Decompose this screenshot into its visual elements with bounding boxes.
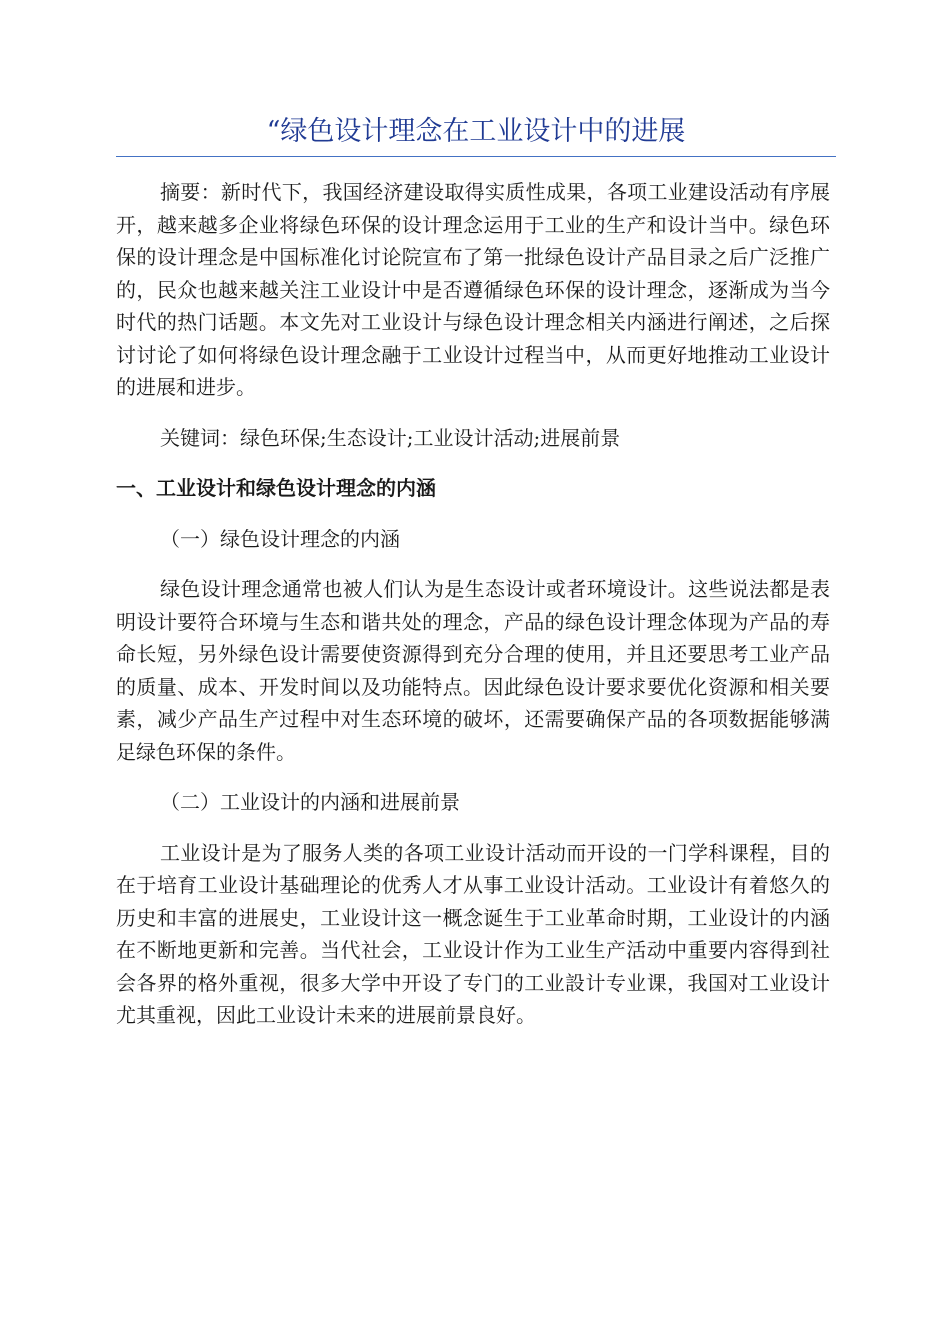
document-title: “绿色设计理念在工业设计中的进展 bbox=[266, 116, 686, 147]
abstract-paragraph: 摘要：新时代下，我国经济建设取得实质性成果，各项工业建设活动有序展开，越来越多企业将绿色环保的设计理念运用于工业的生产和设计当中。绿色环保的设计理念是中国标准化讨论院宣布了第一批绿色设计产品目录之后广泛推广的，民众也越来越关注工业设计中是否遵循绿色环保的设计理念，逐渐成为当今时代的热门话题。本文先对工业设计与绿色设计理念相关内涵进行阐述，之后探讨讨论了如何将绿色设计理念融于工业设计过程当中，从而更好地推动工业设计的进展和进步。 bbox=[116, 180, 830, 399]
subsection-heading-2: （二）工业设计的内涵和进展前景 bbox=[160, 790, 460, 814]
subsection-heading-1: （一）绿色设计理念的内涵 bbox=[160, 526, 400, 551]
title-block bbox=[116, 108, 836, 157]
subsection-body-1: 绿色设计理念通常也被人们认为是生态设计或者环境设计。这些说法都是表明设计要符合环境与生态和谐共处的理念，产品的绿色设计理念体现为产品的寿命长短，另外绿色设计需要使资源得到充分合理的使用，并且还要思考工业产品的质量、成本、开发时间以及功能特点。因此绿色设计要求要优化资源和相关要素，减少产品生产过程中对生态环境的破坏，还需要确保产品的各项数据能够满足绿色环保的条件。 bbox=[116, 577, 830, 764]
subsection-body-2: 工业设计是为了服务人类的各项工业设计活动而开设的一门学科课程，目的在于培育工业设计基础理论的优秀人才从事工业设计活动。工业设计有着悠久的历史和丰富的进展史，工业设计这一概念诞生于工业革命时期，工业设计的内涵在不断地更新和完善。当代社会，工业设计作为工业生产活动中重要内容得到社会各界的格外重视，很多大学中开设了专门的工业設计专业课，我国对工业设计尤其重视，因此工业设计未来的进展前景良好。 bbox=[116, 840, 830, 1027]
keywords-paragraph: 关键词：绿色环保;生态设计;工业设计活动;进展前景 bbox=[160, 425, 621, 450]
document-body bbox=[116, 176, 830, 1032]
section-heading-1: 一、工业设计和绿色设计理念的内涵 bbox=[116, 476, 436, 500]
